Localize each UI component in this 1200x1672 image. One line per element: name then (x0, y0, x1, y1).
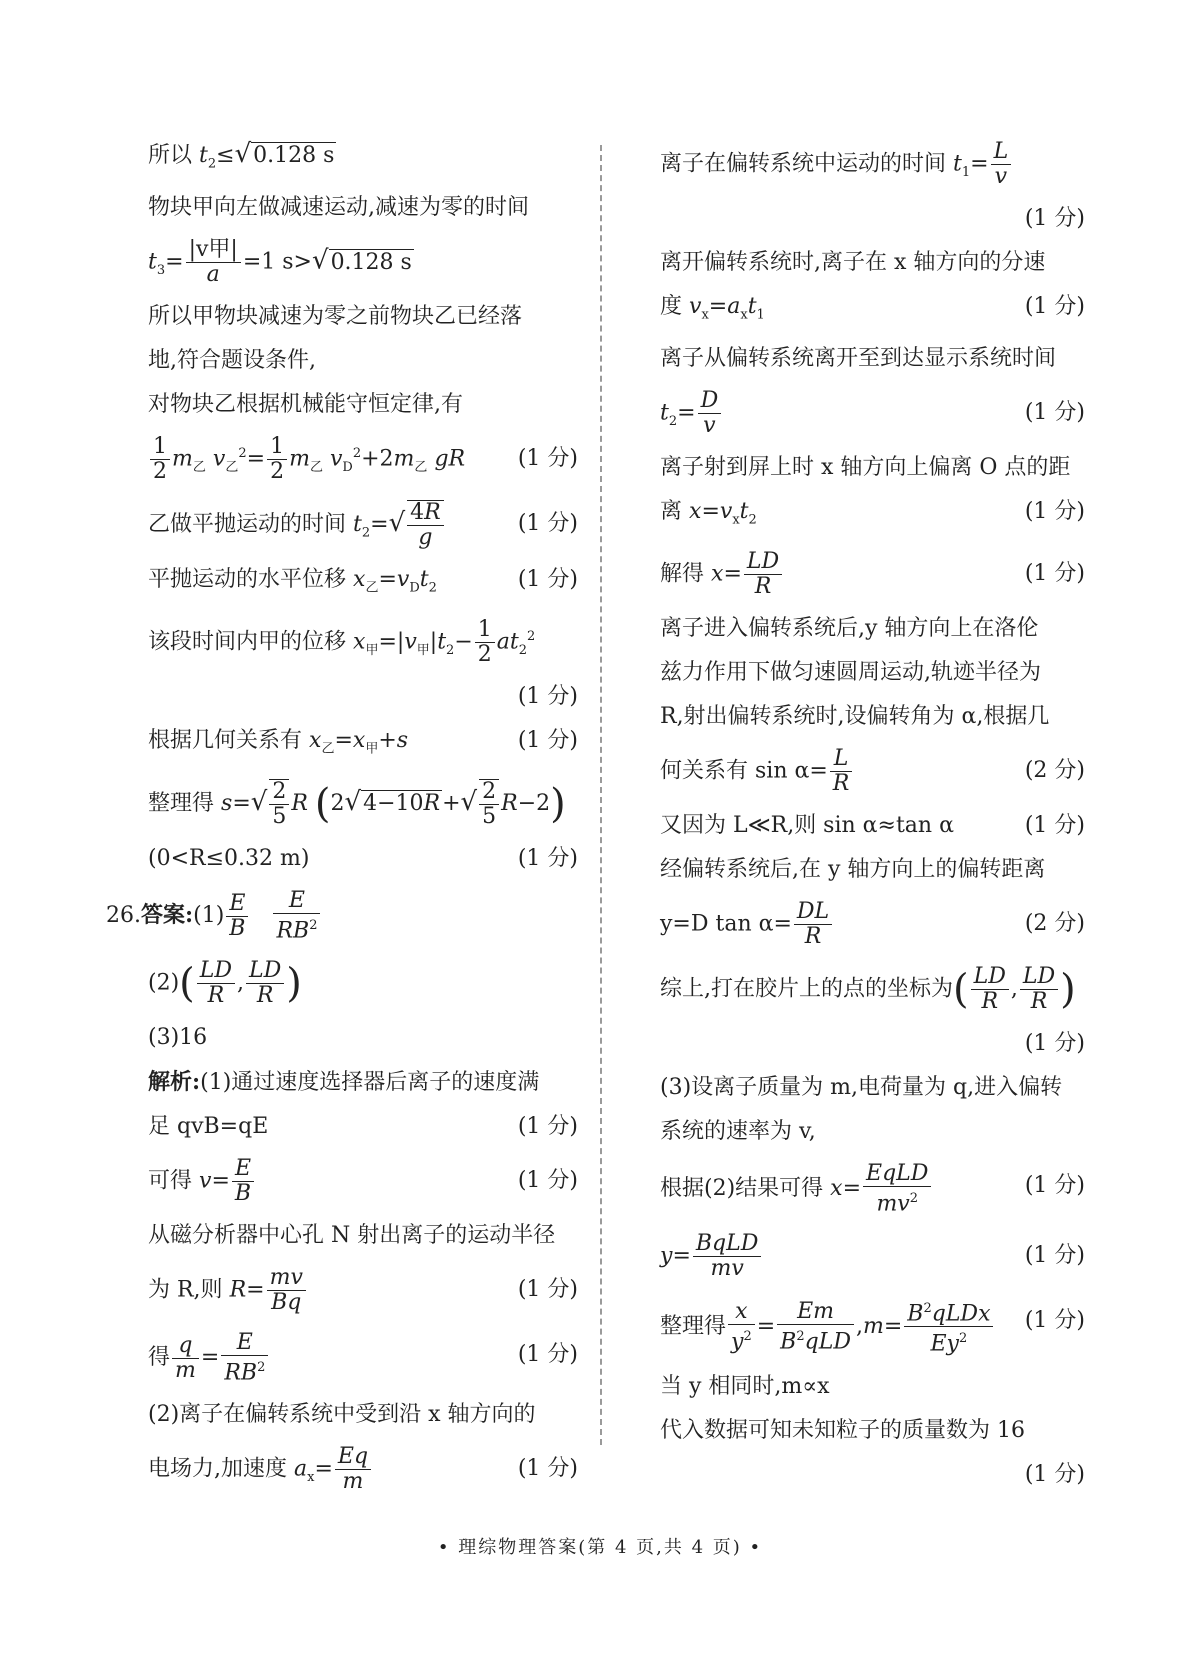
right-line-12: 何关系有 sin α= $\frac{L}{R}$ (2 分) (660, 746, 1085, 796)
question-26-answer: 26.答案:(1) $\frac{E}{B}$ $\frac{E}{RB^2}$ (106, 889, 536, 943)
left-line-2: 物块甲向左做减速运动,减速为零的时间 (148, 195, 529, 220)
right-line-1: 离子在偏转系统中运动的时间 $t_1=$ $\frac{L}{v}$ (660, 140, 1085, 189)
solution-line-7: (2)离子在偏转系统中受到沿 x 轴方向的 (148, 1402, 536, 1427)
left-line-12: 整理得 s=√ $\frac{2}{5}$ R (2√4−10R+√ $\frac{2}{5}$ R−2) (148, 779, 566, 829)
right-line-4: 离子从偏转系统离开至到达显示系统时间 (660, 346, 1057, 371)
left-line-11: 根据几何关系有 $x_乙=x_甲+s$ (1 分) (148, 728, 578, 757)
right-line-5: $t_2=$ $\frac{D}{v}$ (1 分) (660, 388, 1085, 438)
left-line-6: 对物块乙根据机械能守恒定律,有 (148, 392, 463, 417)
solution-line-3: 可得 v= $\frac{E}{B}$ (1 分) (148, 1156, 578, 1206)
right-line-21: y= $\frac{\text{BqLD}}{mv}$ (1 分) (660, 1231, 1085, 1281)
right-line-2: 离开偏转系统时,离子在 x 轴方向的分速 (660, 250, 1046, 275)
solution-line-5: 为 R,则 R= $\frac{mv}{Bq}$ (1 分) (148, 1265, 578, 1315)
left-line-1: 所以 $t_2\le√0.128$ s (148, 139, 335, 172)
page-footer: • 理综物理答案(第 4 页,共 4 页) • (437, 1537, 763, 1558)
left-line-5: 地,符合题设条件, (148, 348, 316, 373)
right-line-18: (3)设离子质量为 m,电荷量为 q,进入偏转 (660, 1075, 1063, 1100)
right-line-3: 度 $v_x=a_xt_1$ (1 分) (660, 294, 1085, 323)
solution-line-2: 足 qvB=qE (1 分) (148, 1114, 578, 1139)
left-line-10-score: (1 分) (517, 684, 578, 709)
left-line-8: 乙做平抛运动的时间 $t_2=√$ $\frac{4R}{g}$ (1 分) (148, 500, 578, 550)
right-line-15: y=D tan α= $\frac{DL}{R}$ (2 分) (660, 899, 1085, 949)
left-line-10: 该段时间内甲的位移 $x_甲=|v_甲|t_2-$ $\frac{1}{2}$ $at_2^2$ (148, 617, 536, 667)
answer-26-part3: (3)16 (148, 1025, 208, 1050)
right-line-11: R,射出偏转系统时,设偏转角为 α,根据几 (660, 704, 1050, 729)
left-line-9: 平抛运动的水平位移 $x_乙=v_Dt_2$ (1 分) (148, 567, 578, 596)
left-line-4: 所以甲物块减速为零之前物块乙已经落 (148, 304, 523, 329)
right-line-14: 经偏转系统后,在 y 轴方向上的偏转距离 (660, 857, 1046, 882)
right-line-20: 根据(2)结果可得 x= $\frac{\text{EqLD}}{mv^2}$ (1 分) (660, 1161, 1085, 1217)
right-line-16: 综上,打在胶片上的点的坐标为( $\frac{LD}{R}$ , $\frac{LD}{R}$ ) (660, 964, 1076, 1014)
right-line-25-score: (1 分) (1024, 1462, 1085, 1487)
right-line-24: 代入数据可知未知粒子的质量数为 16 (660, 1418, 1025, 1443)
right-line-23: 当 y 相同时,m∝x (660, 1374, 830, 1399)
column-divider (600, 145, 602, 1445)
right-line-1-score: (1 分) (1024, 206, 1085, 231)
solution-line-8: 电场力,加速度 $a_x=$ $\frac{Eq}{m}$ (1 分) (148, 1444, 578, 1494)
right-line-7: 离 $x=v_xt_2$ (1 分) (660, 499, 1085, 528)
right-line-13: 又因为 L≪R,则 sin α≈tan α (1 分) (660, 813, 1085, 838)
right-line-6: 离子射到屏上时 x 轴方向上偏离 O 点的距 (660, 455, 1071, 480)
solution-line-4: 从磁分析器中心孔 N 射出离子的运动半径 (148, 1223, 556, 1248)
right-line-8: 解得 x= $\frac{LD}{R}$ (1 分) (660, 549, 1085, 599)
right-line-16-score: (1 分) (1024, 1031, 1085, 1056)
left-line-13: (0<R≤0.32 m) (1 分) (148, 846, 578, 871)
left-line-3: $t_3=$ $\frac{\text{|v甲|}}{a}$ =1 s>√0.128 s (148, 237, 412, 287)
solution-line-1: 解析:(1)通过速度选择器后离子的速度满 (148, 1069, 540, 1095)
right-line-10: 兹力作用下做匀速圆周运动,轨迹半径为 (660, 660, 1041, 685)
right-line-19: 系统的速率为 v, (660, 1119, 816, 1144)
answer-26-part2: (2)( $\frac{LD}{R}$ , $\frac{LD}{R}$ ) (148, 958, 302, 1008)
right-line-22: 整理得 $\frac{x}{y^2}$ = $\frac{Em}{B^2qLD}$ ,m= $\frac{B^2qLDx}{Ey^2}$ (1 分) (660, 1298, 1085, 1357)
right-line-9: 离子进入偏转系统后,y 轴方向上在洛伦 (660, 616, 1039, 641)
solution-line-6: 得 $\frac{q}{m}$ = $\frac{E}{RB^2}$ (1 分) (148, 1330, 578, 1386)
left-line-7: $\frac{1}{2}$ $m_乙$ $v_乙^2=$ $\frac{1}{2}$ $m_乙$ $v_D^2+2m_乙$ gR (1 分) (148, 435, 578, 484)
